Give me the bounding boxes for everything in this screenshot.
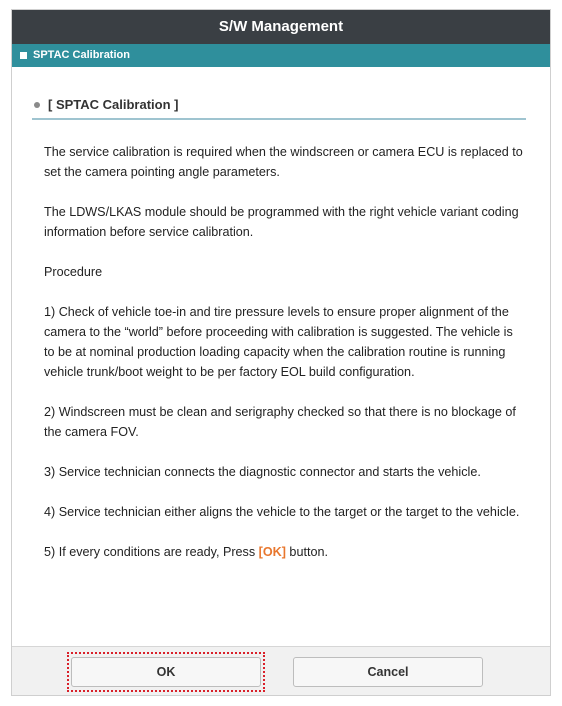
dialog-content	[12, 97, 550, 562]
section-heading-label: [ SPTAC Calibration ]	[48, 97, 179, 112]
step5-suffix: button.	[285, 545, 328, 559]
procedure-step-3: 3) Service technician connects the diagnostic connector and starts the vehicle.	[44, 465, 481, 479]
step5-prefix: 5) If every conditions are ready, Press	[44, 545, 259, 559]
subheader-bar	[12, 44, 550, 67]
procedure-step-4: 4) Service technician either aligns the vehicle to the target or the target to the vehicle.	[44, 505, 520, 519]
procedure-step-1: 1) Check of vehicle toe-in and tire pressure levels to ensure proper alignment of the camera to the “world” before proceeding with calibration is suggested. The vehicle is to be at nominal production loading capacity when the calibration routine is running vehicle trunk/boot weight to be per factory EOL build configuration.	[44, 305, 513, 379]
procedure-step-5	[44, 542, 526, 562]
cancel-button[interactable]: Cancel	[293, 657, 483, 687]
button-bar	[12, 646, 550, 695]
subheader-label: SPTAC Calibration	[33, 49, 130, 61]
step5-ok-reference: [OK]	[258, 545, 286, 559]
procedure-step-2: 2) Windscreen must be clean and serigraphy checked so that there is no blockage of the camera FOV.	[44, 405, 516, 439]
dialog-title: S/W Management	[12, 10, 550, 44]
intro-paragraph-2: The LDWS/LKAS module should be programmed with the right vehicle variant coding information before service calibration.	[44, 205, 519, 239]
bullet-icon	[34, 102, 40, 108]
intro-paragraph-1: The service calibration is required when the windscreen or camera ECU is replaced to set the camera pointing angle parameters.	[44, 145, 523, 179]
procedure-label: Procedure	[44, 265, 103, 279]
square-icon	[20, 52, 27, 59]
ok-button[interactable]: OK	[71, 657, 261, 687]
sw-management-dialog	[11, 9, 551, 696]
section-heading	[32, 97, 526, 120]
